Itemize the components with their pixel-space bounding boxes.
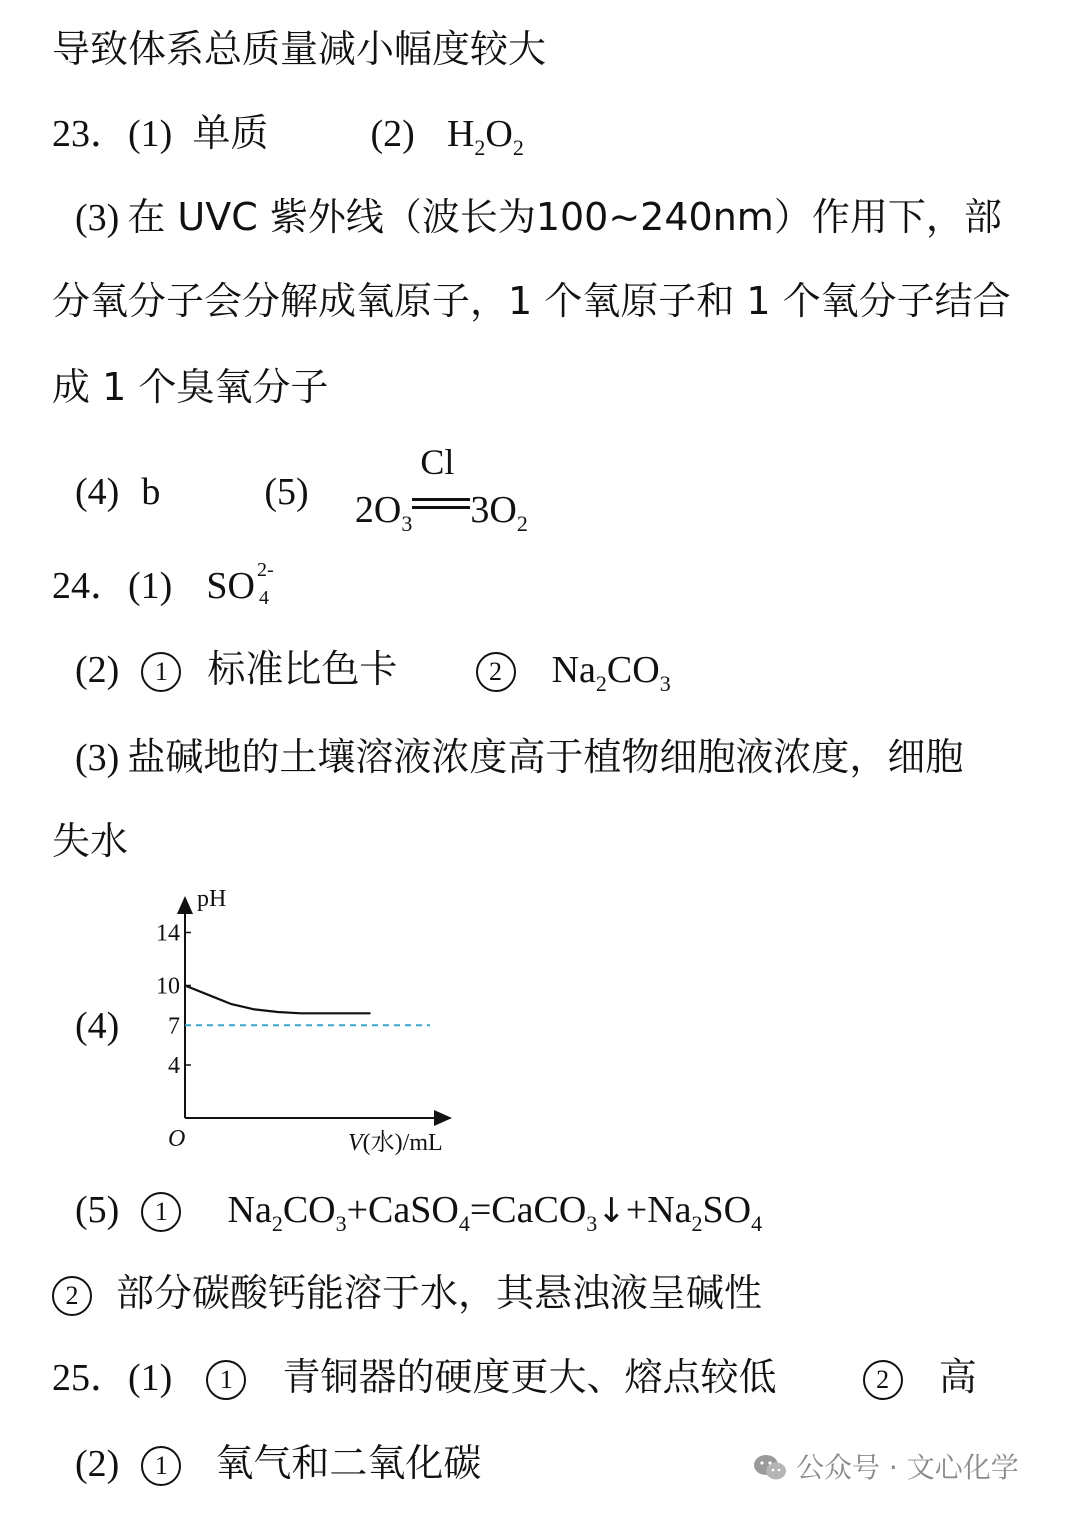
question-24-line-3b: [52, 819, 1080, 863]
part-label: (3): [75, 737, 120, 779]
answer-text: 青铜器的硬度更大、熔点较低: [282, 1355, 777, 1399]
part-label: (2): [370, 113, 415, 155]
answer-text: 高: [938, 1355, 977, 1399]
question-23-line-3b: [52, 279, 1080, 323]
question-number: 24．: [52, 565, 129, 607]
circled-number-1: 1: [141, 1446, 181, 1486]
answer-text: 导致体系总质量减小幅度较大: [52, 27, 547, 71]
answer-text: 盐碱地的土壤溶液浓度高于植物细胞液浓度，细胞: [127, 735, 964, 779]
formula-part: CO: [282, 1189, 336, 1231]
circled-number-1: 1: [141, 1192, 181, 1232]
question-number: 25．: [52, 1357, 129, 1399]
part-label: (2): [75, 649, 120, 691]
question-24-line-2: [75, 647, 1080, 696]
subscript: 2: [595, 671, 607, 696]
product: 3O: [470, 489, 517, 531]
subscript: 2: [512, 135, 524, 160]
answer-text: 氧气和二氧化碳: [215, 1441, 482, 1485]
precipitate-arrow-icon: ↓: [597, 1191, 626, 1231]
reaction-condition: [412, 442, 470, 524]
equation-ozone: [354, 442, 528, 536]
formula-part: +Na: [625, 1189, 692, 1231]
answer-text: 在 UVC 紫外线（波长为100~240nm）作用下，部: [127, 195, 1002, 239]
question-24-line-1: [52, 559, 1080, 609]
question-24-line-5a: [75, 1189, 1080, 1236]
wechat-icon: [752, 1453, 788, 1490]
subscript: 4: [458, 1211, 470, 1236]
equation-carbonate: [227, 1189, 763, 1236]
element: SO: [206, 565, 255, 607]
part-label: (5): [75, 1189, 120, 1231]
question-23-line-1: [52, 111, 1080, 160]
ph-curve: [185, 986, 371, 1014]
formula-sulfate: [206, 559, 277, 609]
question-23-line-4: [75, 442, 1080, 536]
answer-text: 标准比色卡: [207, 647, 398, 691]
subscript: 2: [516, 511, 528, 536]
formula-part: SO: [702, 1189, 752, 1231]
circled-number-1: 1: [206, 1360, 246, 1400]
element: O: [485, 113, 513, 155]
part-label: (2): [75, 1443, 120, 1485]
answer-line-1: [52, 27, 1080, 71]
circled-number-1: 1: [141, 652, 181, 692]
formula-part: =CaCO: [469, 1189, 587, 1231]
formula-na2co3: [551, 649, 671, 696]
watermark: [752, 1446, 1019, 1490]
circled-number-2: 2: [476, 652, 516, 692]
subscript: 3: [401, 511, 413, 536]
element: H: [446, 113, 475, 155]
ph-chart: [140, 880, 470, 1160]
question-25-line-1: [52, 1355, 1080, 1400]
subscript: 2: [691, 1211, 703, 1236]
subscript: 2: [474, 135, 486, 160]
answer-text: b: [141, 471, 161, 513]
reactant: 2O: [354, 489, 402, 531]
answer-text: 失水: [52, 819, 129, 863]
answer-text: 部分碳酸钙能溶于水，其悬浊液呈碱性: [116, 1271, 763, 1315]
part-label: (3): [75, 197, 120, 239]
part-label: (5): [264, 471, 309, 513]
answer-text: 分氧分子会分解成氧原子，1 个氧原子和 1 个氧分子结合: [52, 279, 1011, 323]
circled-number-2: 2: [52, 1276, 92, 1316]
subscript: 3: [659, 671, 671, 696]
subscript: 3: [586, 1211, 598, 1236]
element: CO: [606, 649, 660, 691]
formula-h2o2: [446, 113, 524, 160]
x-axis-label: V(水)/mL: [348, 1130, 443, 1156]
part-label: (4): [75, 471, 120, 513]
origin-label: O: [168, 1126, 186, 1152]
subscript: 4: [259, 587, 269, 609]
y-axis-label: pH: [197, 886, 227, 912]
part-label: (1): [128, 1357, 173, 1399]
circled-number-2: 2: [863, 1360, 903, 1400]
y-tick-label: 14: [156, 920, 180, 947]
subscript: 4: [751, 1211, 763, 1236]
charge: 2-: [257, 559, 274, 581]
answer-text: 成 1 个臭氧分子: [52, 365, 329, 409]
question-24-line-5b: [52, 1271, 1080, 1316]
question-23-line-3a: [75, 195, 1080, 239]
element: Na: [551, 649, 596, 691]
part-label: (1): [128, 565, 173, 607]
watermark-text: 公众号 · 文心化学: [796, 1451, 1019, 1484]
formula-part: +CaSO: [346, 1189, 459, 1231]
y-tick-label: 10: [156, 973, 180, 1000]
catalyst-label: Cl: [420, 442, 455, 482]
y-tick-label: 4: [168, 1053, 180, 1079]
subscript: 2: [271, 1211, 283, 1236]
question-23-line-3c: [52, 365, 1080, 409]
part-label: (1): [128, 113, 173, 155]
subscript: 3: [335, 1211, 347, 1236]
answer-text: 单质: [192, 111, 269, 155]
question-24-line-3a: [75, 735, 1080, 779]
part-label: (4): [75, 1005, 120, 1047]
question-number: 23．: [52, 113, 129, 155]
formula-part: Na: [227, 1189, 272, 1231]
y-tick-label: 7: [168, 1013, 180, 1040]
